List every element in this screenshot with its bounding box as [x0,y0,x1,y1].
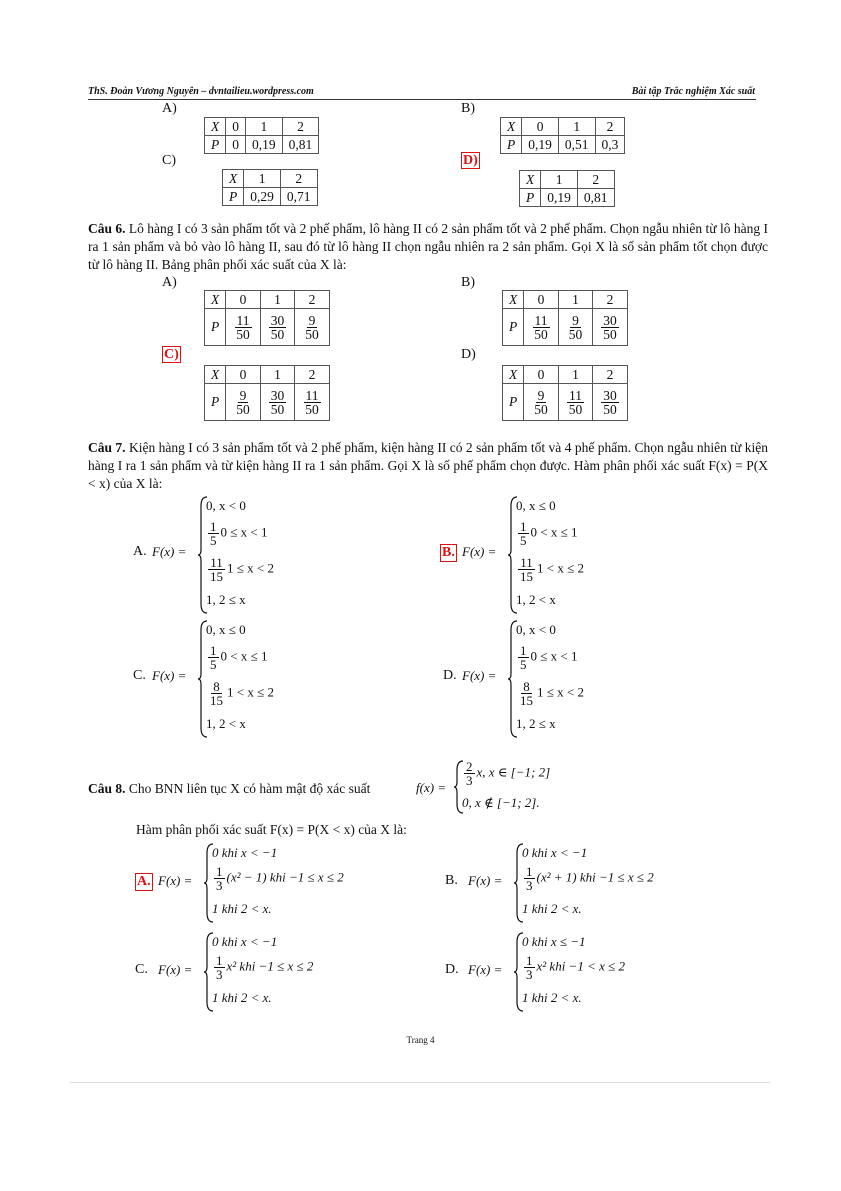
q7-c-case1: 0, x ≤ 0 [206,622,246,637]
q7-c-case2 [206,644,267,671]
q8-d-row3: 1 khi 2 < x. [522,990,582,1005]
q5-table-b: X 0 1 2 P 0,19 0,51 0,3 [500,117,625,154]
q5-label-a: A) [162,101,177,116]
q8-c-frac-den: 3 [216,967,223,982]
q7-d-frac1 [518,644,529,671]
q6-label-a: A) [162,275,177,290]
q7-d-case3 [516,680,584,707]
header-right: Bài tập Trắc nghiệm Xác suất [631,86,755,97]
q6-table-c: X 0 1 2 P $\frac{9}{50}$ $\frac{30}{50}$ $\frac{11}{50}$ [204,365,330,421]
q7-b-cond3: 1 < x ≤ 2 [537,560,584,576]
q6-label-b: B) [461,275,475,290]
q8-b-row2-text: (x² + 1) khi −1 ≤ x ≤ 2 [536,869,654,885]
q8-a-frac-den: 3 [216,878,223,893]
q8-d-row2-text: x² khi −1 < x ≤ 2 [536,958,625,974]
header-rule [88,99,756,100]
q7-a-case3 [206,556,274,583]
q7-c-cond2: 0 < x ≤ 1 [220,648,268,664]
q7-b-case1: 0, x ≤ 0 [516,498,556,513]
q7-b-frac2 [518,556,535,583]
page-number: Trang 4 [406,1035,435,1045]
q7-d-cond3: 1 ≤ x < 2 [537,684,584,700]
q8-c-frac [214,954,225,981]
q8-b-frac [524,865,535,892]
q8-d-frac-den: 3 [526,967,533,982]
q8-a-row3: 1 khi 2 < x. [212,901,272,916]
q5-label-c: C) [162,153,176,168]
q7-d-lhs: F(x) = [462,668,497,683]
q8-a-lhs: F(x) = [158,873,193,888]
q6-table-b: X 0 1 2 P $\frac{11}{50}$ $\frac{9}{50}$ $\frac{30}{50}$ [502,290,628,346]
q6-label-c: C) [164,347,179,362]
q8-a-row2-text: (x² − 1) khi −1 ≤ x ≤ 2 [226,869,344,885]
q7-c-frac1-den: 5 [210,657,217,672]
q7-d-frac1-num: 1 [520,643,527,658]
q7-c-label: C. [133,668,146,683]
q7-a-cond2: 0 ≤ x < 1 [220,524,268,540]
q7-a-frac1-den: 5 [210,533,217,548]
q6-table-d: X 0 1 2 P $\frac{9}{50}$ $\frac{11}{50}$ $\frac{30}{50}$ [502,365,628,421]
q7-option-b [440,496,740,614]
q7-option-d [440,620,740,738]
q7-b-label: B. [442,545,455,560]
q7-d-case2 [516,644,577,671]
q6-label-d: D) [461,347,476,362]
q8-d-frac [524,954,535,981]
q5-label-d: D) [463,153,478,168]
q7-c-case4: 1, 2 < x [206,716,246,731]
q8-d-row2 [522,954,625,981]
footer-rule [70,1082,770,1083]
q8-c-row2 [212,954,313,981]
q7-a-case4: 1, 2 ≤ x [206,592,246,607]
q8-text: Câu 8. Cho BNN liên tục X có hàm mật độ xác suất [88,781,371,796]
q8-b-row2 [522,865,654,892]
q7-d-label: D. [443,668,457,683]
q8-c-label: C. [135,962,148,977]
q8-c-row1: 0 khi x < −1 [212,934,278,949]
q7-d-frac2-num: 8 [523,679,530,694]
q8-b-frac-den: 3 [526,878,533,893]
q7-text: Câu 7. Kiện hàng I có 3 sản phẩm tốt và 2 phế phẩm, kiện hàng II có 2 sản phẩm tốt và 4 phế phẩm. Chọn ngẫu nhiên từ kiện hàng I ra 1 sản phẩm và từ kiện hàng II ra 1 sản phẩm. Gọi X là số phế phẩm chọn được. Hàm phân phối xác suất F(x) = P(X < x) của X là: [88,440,769,491]
q7-a-lhs: F(x) = [152,544,187,559]
q7-a-frac1 [208,520,219,547]
q8-option-a [130,843,430,923]
q7-c-frac2 [208,680,225,707]
q8-a-label: A. [137,874,151,889]
q7-a-case1: 0, x < 0 [206,498,246,513]
q7-a-case2 [206,520,267,547]
q7-c-frac1 [208,644,219,671]
q7-c-frac1-num: 1 [210,643,217,658]
q7-b-frac1 [518,520,529,547]
q5-table-c: X 1 2 P 0,29 0,71 [222,169,318,206]
q7-b-lhs: F(x) = [462,544,497,559]
header-left: ThS. Đoàn Vương Nguyên – dvntailieu.wordpress.com [88,86,314,97]
q8-option-b [440,843,740,923]
q7-c-frac2-den: 15 [210,693,223,708]
q6-text: Câu 6. Lô hàng I có 3 sản phẩm tốt và 2 phế phẩm, lô hàng II có 2 sản phẩm tốt và 2 phế phẩm. Chọn ngẫu nhiên từ lô hàng I ra 1 sản phẩm và bỏ vào lô hàng II, sau đó từ lô hàng II chọn ngẫu nhiên ra 2 sản phẩm. Gọi X là số sản phẩm tốt chọn được từ lô hàng II. Bảng phân phối xác suất của X là: [88,221,768,272]
q8-d-lhs: F(x) = [468,962,503,977]
q7-a-label: A. [133,544,147,559]
q8-b-row1: 0 khi x < −1 [522,845,588,860]
q7-option-c [130,620,430,738]
q5-table-a: X 0 1 2 P 0 0,19 0,81 [204,117,319,154]
q7-a-frac1-num: 1 [210,519,217,534]
q7-a-frac2 [208,556,225,583]
q8-fx-case2: 0, x ∉ [−1; 2]. [462,795,540,810]
q7-d-case4: 1, 2 ≤ x [516,716,556,731]
q7-b-frac1-den: 5 [520,533,527,548]
q8-a-frac-num: 1 [216,864,223,879]
q7-b-frac1-num: 1 [520,519,527,534]
q8-a-row2 [212,865,344,892]
q7-c-cond3: 1 < x ≤ 2 [227,684,274,700]
q8-c-lhs: F(x) = [158,962,193,977]
q8-d-label: D. [445,962,459,977]
q8-d-frac-num: 1 [526,953,533,968]
q7-c-lhs: F(x) = [152,668,187,683]
q8-a-frac [214,865,225,892]
q8-a-row1: 0 khi x < −1 [212,845,278,860]
q7-d-frac2-den: 15 [520,693,533,708]
q7-d-cond2: 0 ≤ x < 1 [530,648,578,664]
q7-d-frac2 [518,680,535,707]
q8-b-lhs: F(x) = [468,873,503,888]
q7-b-case4: 1, 2 < x [516,592,556,607]
q8-fx-lhs: f(x) = [416,780,447,795]
q7-option-a [130,496,430,614]
q7-a-cond3: 1 ≤ x < 2 [227,560,274,576]
q7-b-case3 [516,556,584,583]
q8-b-frac-num: 1 [526,864,533,879]
q8-c-row3: 1 khi 2 < x. [212,990,272,1005]
q8-c-frac-num: 1 [216,953,223,968]
q7-a-frac2-num: 11 [210,555,223,570]
q8-option-c [130,932,430,1012]
q7-c-case3 [206,680,274,707]
q5-table-d: X 1 2 P 0,19 0,81 [519,170,615,207]
q8-b-row3: 1 khi 2 < x. [522,901,582,916]
q8-d-row1: 0 khi x ≤ −1 [522,934,586,949]
q7-d-case1: 0, x < 0 [516,622,556,637]
q6-table-a: X 0 1 2 P $\frac{11}{50}$ $\frac{30}{50}$ $\frac{9}{50}$ [204,290,330,346]
q7-b-case2 [516,520,577,547]
q7-c-frac2-num: 8 [213,679,220,694]
q7-b-frac2-num: 11 [520,555,533,570]
q5-label-b: B) [461,101,475,116]
q8-option-d [440,932,740,1012]
q8-fx-case1: $\frac{2}{3}$ x, x ∈ [−1; 2] [466,759,551,788]
q7-a-frac2-den: 15 [210,569,223,584]
q8-subtext: Hàm phân phối xác suất F(x) = P(X < x) của X là: [136,822,407,837]
q7-b-frac2-den: 15 [520,569,533,584]
q8-c-row2-text: x² khi −1 ≤ x ≤ 2 [226,958,314,974]
q7-b-cond2: 0 < x ≤ 1 [530,524,578,540]
q7-d-frac1-den: 5 [520,657,527,672]
q8-b-label: B. [445,873,458,888]
